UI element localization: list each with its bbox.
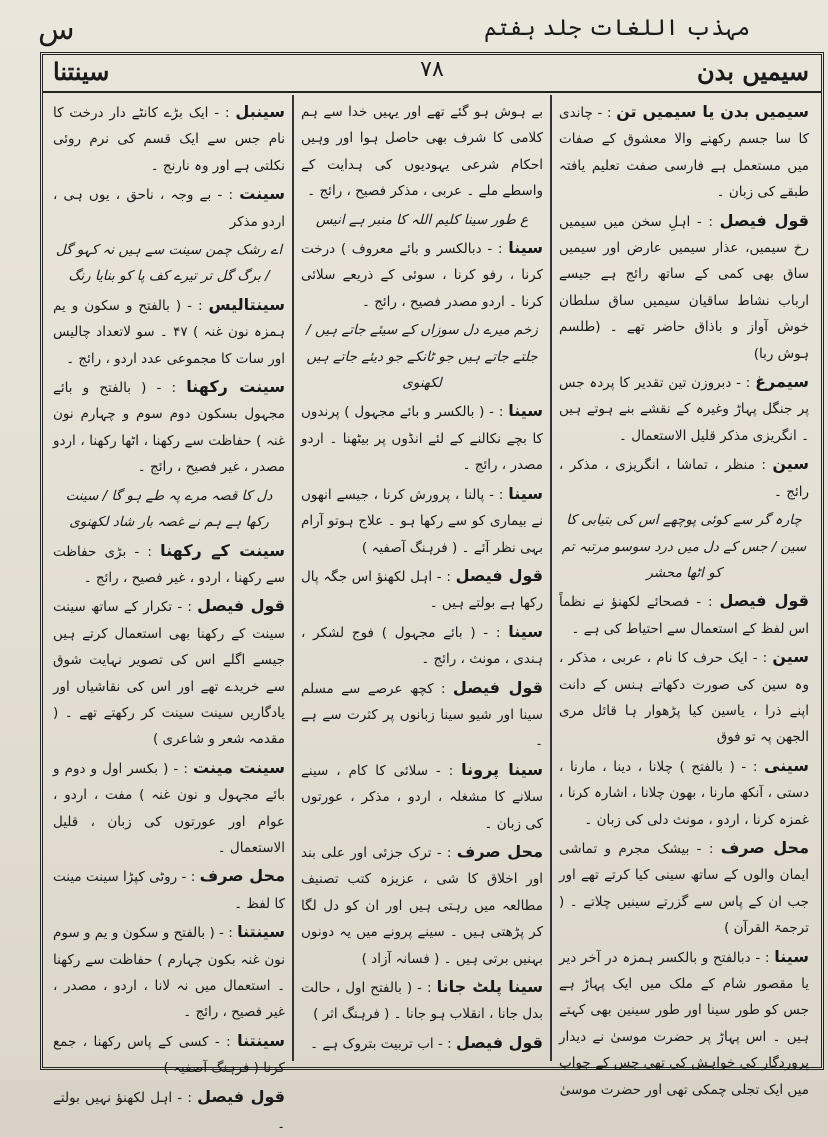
entry-headword: سینتالیس	[208, 294, 286, 314]
entry-definition: : - بے وجہ ، ناحق ، یوں ہی ، اردو مذکر	[53, 187, 285, 230]
entry-definition: : - تکرار کے ساتھ سینت سینت کے رکھنا بھی استعمال کرتے ہیں جیسے اگلے اس کی تصویر نہایت شوق سے خریدے تھے اور اس کی نقاشیاں اور یادگاریں سینت سینت کر رکھتے تھے ۔ ( مقدمہ شعر و شاعری )	[53, 599, 285, 748]
entry-definition: : - اہلِ سخن میں سیمیں رخ سیمیں، عذار سیمیں عارض اور سیمیں ساق بھی کمی کے ساتھ رائج ہے جیسے ارباب نشاط ساقیان سیمیں ساق سلطان خوش آواز و باذاق حاضر تھے ۔ (طلسم ہوش ربا)	[559, 213, 809, 362]
entry-headword: قول فیصل	[197, 1086, 285, 1106]
entry-headword: سینت کے رکھنا	[160, 540, 286, 560]
dictionary-entry	[559, 99, 809, 206]
dictionary-entry	[53, 1084, 285, 1137]
verse-quote: دل کا قصہ مرے پہ طے ہو گا / سینت رکھا ہے ہم نے غصہ بار شاد لکھنوی	[65, 487, 273, 531]
verse-quote: چارہ گر سے کوئی پوچھے اس کی بتیابی کا سین / جس کے دل میں درد سوسو مرتبہ تم کو اٹھا محشر	[561, 512, 807, 581]
entry-definition: : - ( بالفتح ) چلانا ، دینا ، مارنا ، دستی ، آنکھ مارنا ، بھون چلانا ، اشارہ کرنا ، غمزہ کرنا ، اردو ، مونث دلی کی زبان ۔	[559, 758, 809, 828]
entry-headword: سینا پلٹ جانا	[436, 977, 543, 996]
entry-headword: سیمیں بدن یا سیمیں تن	[616, 102, 810, 121]
dictionary-entry	[301, 619, 543, 673]
entry-definition: : - بیشک مجرم و تماشی ایمان والوں کے ساتھ سینی کیا کرتے تھے اور جب ان کے پاس سے گزرتے سینیں چلاتے ۔ ( ترجمۃ القرآن )	[559, 840, 809, 937]
dictionary-entry	[53, 374, 285, 481]
dictionary-entry	[53, 538, 285, 592]
dictionary-entry	[53, 593, 285, 752]
dictionary-entry	[301, 675, 543, 755]
verse-quote: زخم میرے دل سوزاں کے سیئے جاتے ہیں / جلتے جاتے ہیں جو ٹانکے جو دیئے جاتے ہیں لکھنوی	[306, 322, 538, 392]
dictionary-entry	[53, 99, 285, 179]
entry-headword: سیمرغ	[755, 372, 809, 392]
column-divider	[550, 95, 552, 1061]
dictionary-entry	[301, 235, 543, 315]
entry-definition: : - روٹی کپڑا سینت مینت کا لفظ ۔	[53, 869, 285, 912]
verse-quote: اے رشک چمن سینت سے ہیں نہ کہو گل / برگ گل تر تیرے کف پا کو بنایا رنگ	[55, 242, 283, 285]
dictionary-entry	[559, 369, 809, 449]
dictionary-entry	[301, 481, 543, 561]
dictionary-entry	[559, 208, 809, 367]
dictionary-entry	[53, 292, 285, 372]
entry-definition: : - اہل لکھنؤ اس جگہ پال رکھا ہے بولتے ہیں ۔	[301, 568, 543, 612]
entry-definition: : - چاندی کا سا جسم رکھنے والا معشوق کے صفات میں مستعمل ہے فارسی صفت تعلیم یافتہ طبقے کی زبان ۔	[559, 105, 809, 201]
dictionary-entry	[559, 644, 809, 751]
entry-definition: : - دبالفتح و بالکسر ہمزہ در آخر دیر یا مقصور شام کے ملک میں ایک پہاڑ ہے جس کو طور سینا اور طور سینین بھی کہتے ہیں ۔ اس پہاڑ پر حضرت موسیٰ نے دیدار پروردگار کی خواہش کی تھی جس کے جواب میں ایک تجلی چمکی تھی اور حضرت موسیٰ	[559, 949, 809, 1098]
entry-definition: : - پالنا ، پرورش کرنا ، جیسے انھوں نے بیماری کو سے رکھا ہو ۔ علاج ہوتو آرام بہی نظر آئے ۔ ( فرہنگ آصفیہ )	[301, 486, 543, 556]
header-row	[43, 55, 821, 93]
entry-headword: قول فیصل	[719, 591, 810, 611]
entry-headword: سینا	[508, 401, 543, 421]
dictionary-entry	[53, 919, 285, 1026]
entry-definition: : - اہل لکھنؤ نہیں بولتے ۔	[53, 1089, 285, 1133]
entry-definition: بے ہوش ہو گئے تھے اور یہیں خدا سے ہم کلامی کا شرف بھی حاصل ہوا اور وہیں احکام شرعی یہودیوں کی ہدایت کے واسطے ملے ۔ عربی ، مذکر فصیح ، رائج ۔	[301, 104, 543, 200]
entry-headword: محل صرف	[456, 841, 543, 861]
entry-headword: سینت مینت	[193, 757, 285, 777]
entry-headword: سینا	[508, 238, 543, 258]
entry-headword: سینا پرونا	[461, 759, 544, 779]
entry-definition: : - کسی کے پاس رکھنا ، جمع کرنا ( فرہنگ آصفیہ )	[53, 1033, 285, 1077]
dictionary-entry	[301, 757, 543, 837]
entry-headword: قول فیصل	[455, 565, 544, 585]
entry-definition: : - دبروزن تین تقدیر کا پردہ جس پر جنگل پہاڑ وغیرہ کے نقشے بنے ہوتے ہیں ۔ انگریزی مذکر قلیل الاستعمال ۔	[559, 375, 809, 444]
entry-definition: : - اب تربیت بتروک ہے ۔	[310, 1035, 452, 1052]
entry-headword: قول فیصل	[452, 677, 543, 697]
entry-headword: محل صرف	[720, 837, 809, 857]
dictionary-entry	[559, 835, 809, 942]
dictionary-entry	[301, 839, 543, 972]
entry-headword: سینت	[239, 184, 286, 204]
page-frame	[40, 52, 824, 1133]
entry-definition: : کچھ عرصے سے مسلم سینا اور شیو سینا زبانوں پر کثرت سے ہے ۔	[301, 680, 543, 750]
dictionary-entry	[301, 974, 543, 1028]
dictionary-entry	[559, 588, 809, 642]
entry-definition: : - دبالکسر و بائے معروف ) درخت کرنا ، رفو کرنا ، سوئی کے ذریعے سلائی کرنا ۔ اردو مصدر فصیح ، رائج ۔	[301, 241, 543, 310]
dictionary-entry	[559, 944, 809, 1103]
entry-definition: : - ( بکسر اول و دوم و بائے مجہول و نون غنہ ) مفت ، اردو ، عوام اور عورتوں کی زبان ، قلیل الاستعمال ۔	[53, 760, 285, 856]
dictionary-entry	[301, 398, 543, 478]
dictionary-entry	[53, 755, 285, 862]
header-left-word: سینتنا	[53, 57, 110, 86]
entry-definition: : - سلائی کا کام ، سینے سلانے کا مشغلہ ، اردو ، مذکر ، عورتوں کی زبان ۔	[301, 762, 543, 832]
entry-definition: : - ( بالفتح و بائے مجہول بسکون دوم سوم و چہارم نون غنہ ) حفاظت سے رکھنا ، اٹھا رکھنا ، اردو مصدر ، غیر فصیح ، رائج ۔	[53, 380, 285, 476]
entry-headword: قول فیصل	[197, 596, 285, 616]
dictionary-entry	[301, 99, 543, 205]
entry-definition: : - فصحائے لکھنؤ نے نظماً اس لفظ کے استعمال سے احتیاط کی ہے ۔	[559, 594, 809, 637]
entry-definition: : - ( بالفتح اول ، حالت بدل جانا ، انقلاب ہو جانا ۔ ( فرہنگ اثر )	[301, 980, 543, 1023]
entry-headword: سینبل	[235, 102, 286, 121]
entry-definition: : - ( بالکسر و بائے مجہول ) پرندوں کا بچے نکالنے کے لئے انڈوں پر بیٹھنا ۔ اردو مصدر ، رائج ۔	[301, 404, 543, 474]
entry-headword: سینا	[774, 946, 809, 966]
entry-headword: سین	[772, 647, 809, 667]
entry-definition: : - ترک جزئی اور علی بند اور اخلاق کا شی ، عزیزہ کتب تصنیف مطالعہ میں رہتی ہیں اور ان کو دل لگا کر پڑھتی ہیں ۔ سینے پرونے میں یہ دونوں بہنیں برتی ہیں ۔ ( فسانہ آزاد )	[301, 844, 543, 967]
column-divider	[292, 95, 294, 1061]
column-middle	[295, 95, 549, 1061]
entry-headword: سینا	[508, 483, 543, 503]
entry-headword: سینتنا	[237, 922, 285, 942]
column-right	[553, 95, 815, 1098]
dictionary-entry	[301, 1030, 543, 1057]
entry-headword: سینی	[764, 755, 810, 775]
entry-definition: : منظر ، تماشا ، انگریزی ، مذکر ، رائج ۔	[559, 457, 809, 500]
entry-definition: : - ( بائے مجہول ) فوج لشکر ، ہندی ، مونث ، رائج ۔	[301, 624, 543, 668]
dictionary-entry	[559, 451, 809, 505]
entry-definition: : - ایک بڑے کانٹے دار درخت کا نام جس سے ایک قسم کی نرم روئی نکلتی ہے اور وہ نارنج ۔	[53, 105, 285, 174]
header-right-word: سیمیں بدن	[697, 57, 809, 86]
entry-definition: : - ( بالفتح و سکون و یم ہمزہ نون غنہ ) ۴۷ ۔ سو لاتعداد چالیس اور سات کا مجموعی عدد اردو ، رائج ۔	[53, 297, 285, 367]
column-left	[47, 95, 291, 1133]
entry-definition: : - ایک حرف کا نام ، عربی ، مذکر ، وہ سین کی صورت دکھاتے ہنس کے دانت اپنے ذرا ، یاسین کیا پڑھوار ہا قائل مری الجھن پہ تو فوق	[559, 650, 809, 746]
entry-headword: محل صرف	[199, 866, 285, 886]
dictionary-entry	[559, 753, 809, 833]
running-head: مہذب اللغات جلد ہفتم	[484, 16, 750, 41]
dictionary-entry	[53, 863, 285, 917]
verse-quote: ع طور سینا کلیم اللہ کا منبر ہے انیس	[315, 211, 529, 228]
entry-headword: سینت رکھنا	[186, 377, 286, 397]
header-page-number: ۷۸	[420, 57, 444, 82]
entry-definition: : - بڑی حفاظت سے رکھنا ، اردو ، غیر فصیح ، رائج ۔	[53, 543, 285, 586]
dictionary-entry	[301, 563, 543, 617]
entry-definition: : - ( بالفتح و سکون و یم و سوم نون غنہ بکون چہارم ) حفاظت سے رکھنا ۔ استعمال میں نہ لانا ، اردو ، مصدر ، غیر فصیح ، رائج ۔	[53, 925, 285, 1021]
entry-headword: سینا	[508, 621, 543, 641]
top-line	[18, 10, 810, 50]
dictionary-entry	[53, 181, 285, 235]
page-number: س	[38, 12, 75, 47]
entry-headword: سین	[772, 454, 809, 474]
entry-headword: قول فیصل	[719, 210, 810, 230]
entry-headword: سینتنا	[237, 1030, 285, 1050]
dictionary-entry	[53, 1028, 285, 1082]
entry-headword: قول فیصل	[455, 1032, 543, 1052]
